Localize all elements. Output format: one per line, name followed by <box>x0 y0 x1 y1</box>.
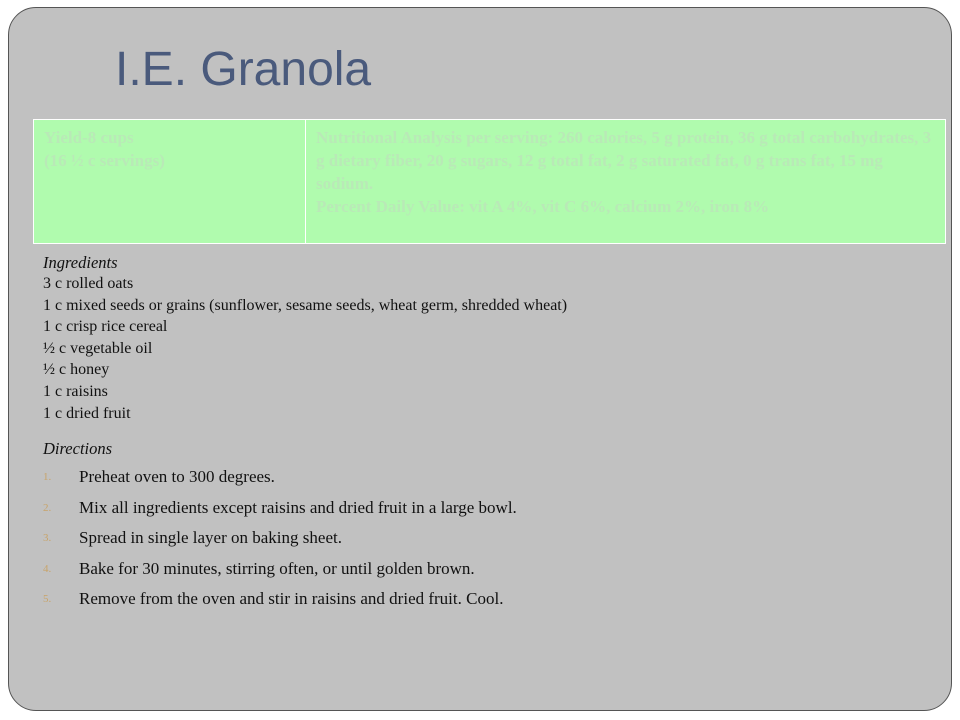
step-text: Bake for 30 minutes, stirring often, or until golden brown. <box>79 558 475 578</box>
yield-servings-line: (16 ½ c servings) <box>44 151 165 170</box>
step-number: 5. <box>43 593 52 606</box>
step-number: 1. <box>43 471 52 484</box>
ingredient-item: ½ c vegetable oil <box>43 339 153 357</box>
ingredient-item: 1 c mixed seeds or grains (sunflower, sesame seeds, wheat germ, shredded wheat) <box>43 296 568 314</box>
step-text: Remove from the oven and stir in raisins and dried fruit. Cool. <box>79 589 504 609</box>
directions-heading: Directions <box>43 439 113 459</box>
nutrition-cell <box>306 120 946 244</box>
nutrition-analysis-text: Nutritional Analysis per serving: 260 calories, 5 g protein, 36 g total carbohydrates, 3 g dietary fiber, 20 g sugars, 12 g total fat, 2 g saturated fat, 0 g trans fat, 15 mg sodium. <box>316 128 932 193</box>
direction-step <box>43 559 943 590</box>
slide-title: I.E. Granola <box>115 43 372 96</box>
yield-cell <box>34 120 306 244</box>
direction-step <box>43 498 943 529</box>
step-number: 3. <box>43 532 52 545</box>
ingredient-item: 1 c raisins <box>43 382 108 400</box>
ingredient-item: 3 c rolled oats <box>43 275 134 292</box>
directions-list <box>43 467 943 620</box>
slide <box>8 7 952 711</box>
step-text: Mix all ingredients except raisins and dried fruit in a large bowl. <box>79 497 517 517</box>
yield-line: Yield-8 cups <box>44 128 134 147</box>
direction-step <box>43 528 943 559</box>
direction-step <box>43 589 943 620</box>
daily-value-text: Percent Daily Value: vit A 4%, vit C 6%, calcium 2%, iron 8% <box>316 197 770 216</box>
direction-step <box>43 467 943 498</box>
ingredient-item: 1 c dried fruit <box>43 404 131 422</box>
ingredients-heading: Ingredients <box>43 253 118 272</box>
nutrition-table <box>33 119 946 244</box>
ingredient-item: ½ c honey <box>43 361 110 379</box>
ingredient-list <box>43 273 943 424</box>
step-text: Spread in single layer on baking sheet. <box>79 528 342 548</box>
ingredient-item: 1 c crisp rice cereal <box>43 318 168 336</box>
step-number: 2. <box>43 501 52 514</box>
table-row <box>34 120 946 244</box>
recipe-body <box>43 252 943 620</box>
step-number: 4. <box>43 562 52 575</box>
step-text: Preheat oven to 300 degrees. <box>79 467 275 487</box>
